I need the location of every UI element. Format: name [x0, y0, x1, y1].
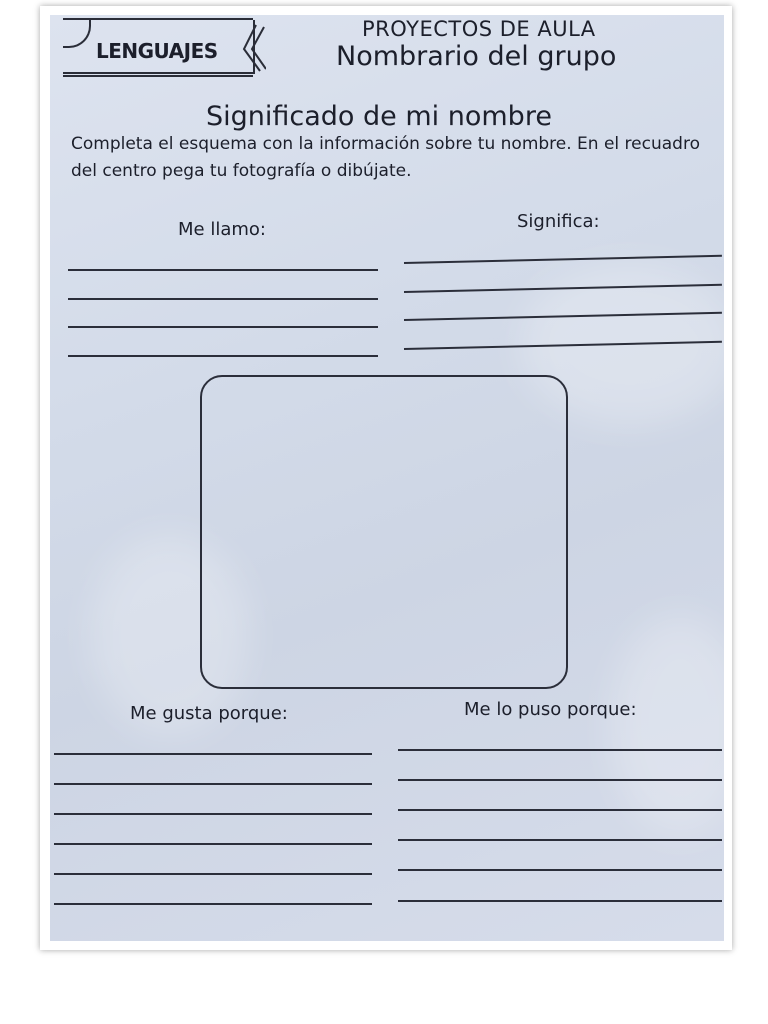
chevron-left-icon [242, 23, 266, 73]
my-name-line-4[interactable] [68, 355, 378, 357]
my-name-line-3[interactable] [68, 326, 378, 328]
instructions-text: Completa el esquema con la información sobre tu nombre. En el recuadro del centro pega tu fotografía o dibújate. [71, 134, 700, 181]
document-frame [40, 6, 732, 950]
given-because-line-2[interactable] [398, 779, 722, 781]
like-because-line-3[interactable] [54, 813, 372, 815]
like-because-line-1[interactable] [54, 753, 372, 755]
like-because-line-5[interactable] [54, 873, 372, 875]
series-title: PROYECTOS DE AULA [362, 17, 596, 41]
given-because-line-6[interactable] [398, 900, 722, 902]
tag-curl-icon [63, 20, 91, 48]
meaning-label: Significa: [517, 211, 600, 232]
worksheet-page [50, 15, 724, 941]
subject-tag-label: LENGUAJES [96, 39, 218, 63]
given-because-line-4[interactable] [398, 839, 722, 841]
my-name-label: Me llamo: [178, 219, 266, 240]
given-because-line-3[interactable] [398, 809, 722, 811]
my-name-line-2[interactable] [68, 298, 378, 300]
given-because-label: Me lo puso porque: [464, 699, 637, 720]
like-because-line-2[interactable] [54, 783, 372, 785]
my-name-line-1[interactable] [68, 269, 378, 271]
like-because-line-6[interactable] [54, 903, 372, 905]
meaning-line-1[interactable] [404, 255, 722, 264]
given-because-line-1[interactable] [398, 749, 722, 751]
page-title: Significado de mi nombre [206, 101, 552, 132]
like-because-line-4[interactable] [54, 843, 372, 845]
given-because-line-5[interactable] [398, 869, 722, 871]
photo-box[interactable] [200, 375, 568, 689]
group-title: Nombrario del grupo [336, 41, 617, 72]
like-because-label: Me gusta porque: [130, 703, 288, 724]
